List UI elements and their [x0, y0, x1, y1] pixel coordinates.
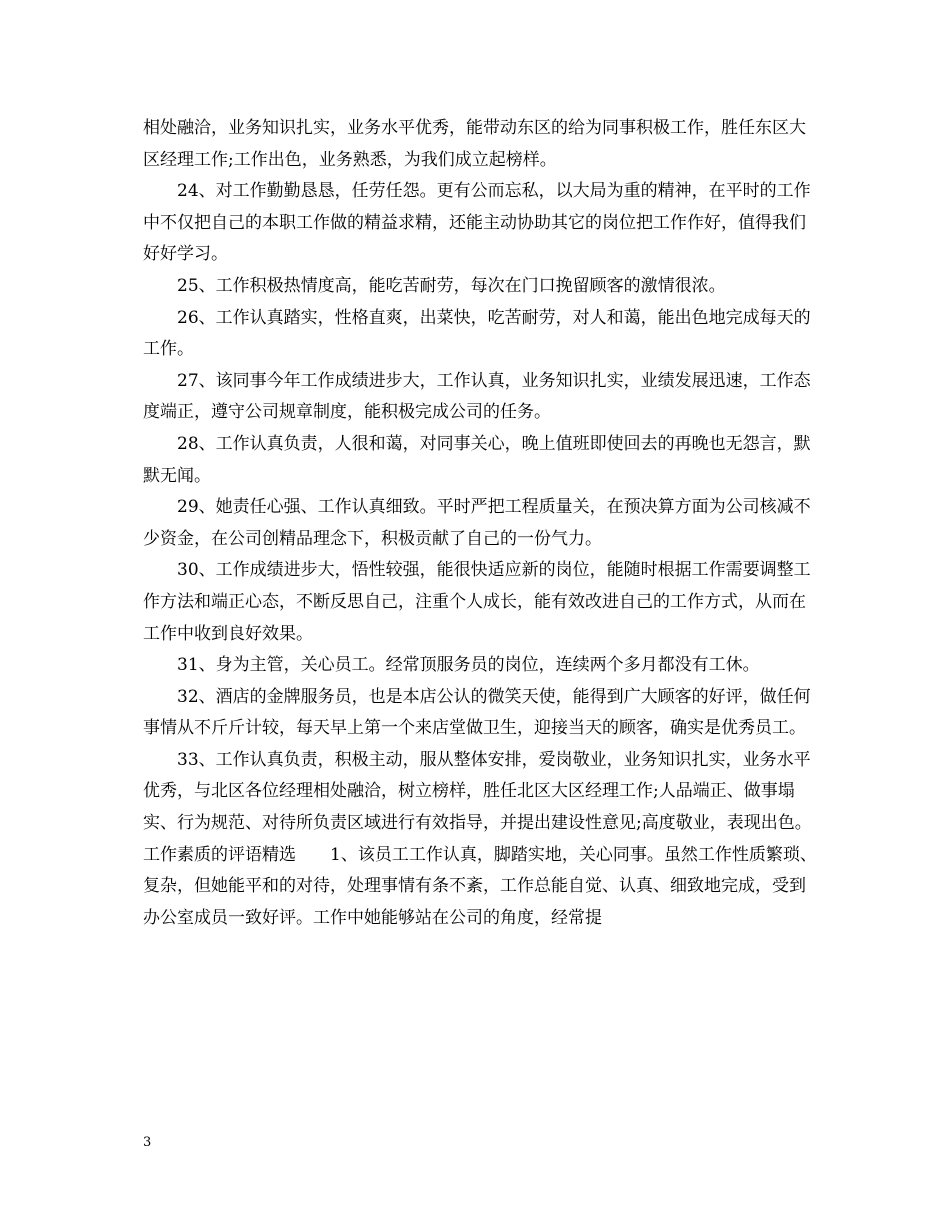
paragraph: 31、身为主管，关心员工。经常顶服务员的岗位，连续两个多月都没有工休。	[177, 655, 760, 676]
paragraph: 相处融洽，业务知识扎实，业务水平优秀，能带动东区的给为同事积极工作，胜任东区大区经理工作;工作出色，业务熟悉，为我们成立起榜样。	[143, 118, 806, 170]
paragraph: 29、她责任心强、工作认真细致。平时严把工程质量关，在预决算方面为公司核减不少资金，在公司创精品理念下，积极贡献了自己的一份气力。	[143, 497, 811, 549]
paragraph: 24、对工作勤勤恳恳，任劳任怨。更有公而忘私，以大局为重的精神，在平时的工作中不仅把自己的本职工作做的精益求精，还能主动协助其它的岗位把工作作好，值得我们好好学习。	[143, 181, 811, 265]
paragraph: 33、工作认真负责，积极主动，服从整体安排，爱岗敬业，业务知识扎实，业务水平优秀，与北区各位经理相处融洽，树立榜样，胜任北区大区经理工作;人品端正、做事塌实、行为规范、对待所负责区域进行有效指导，并提出建设性意见;高度敬业，表现出色。	[143, 749, 812, 834]
paragraph: 27、该同事今年工作成绩进步大，工作认真，业务知识扎实，业绩发展迅速，工作态度端正，遵守公司规章制度，能积极完成公司的任务。	[143, 370, 811, 423]
document-body	[143, 113, 822, 934]
page-number: 3	[143, 1135, 152, 1150]
paragraph: 32、酒店的金牌服务员，也是本店公认的微笑天使，能得到广大顾客的好评，做任何事情从不斤斤计较，每天早上第一个来店堂做卫生，迎接当天的顾客，确实是优秀员工。	[143, 686, 811, 739]
paragraph: 25、工作积极热情度高，能吃苦耐劳，每次在门口挽留顾客的激情很浓。	[177, 275, 726, 296]
paragraph: 28、工作认真负责，人很和蔼，对同事关心，晚上值班即使回去的再晚也无怨言，默默无闻。	[143, 433, 811, 486]
paragraph: 工作素质的评语精选 1、该员工工作认真，脚踏实地，关心同事。虽然工作性质繁琐、复杂，但她能平和的对待，处理事情有条不紊，工作总能自觉、认真、细致地完成，受到办公室成员一致好评。工作中她能够站在公司的角度，经常提	[143, 844, 817, 928]
paragraph: 30、工作成绩进步大，悟性较强，能很快适应新的岗位，能随时根据工作需要调整工作方法和端正心态，不断反思自己，注重个人成长，能有效改进自己的工作方式，从而在工作中收到良好效果。	[143, 560, 811, 644]
paragraph: 26、工作认真踏实，性格直爽，出菜快，吃苦耐劳，对人和蔼，能出色地完成每天的工作。	[143, 307, 811, 360]
